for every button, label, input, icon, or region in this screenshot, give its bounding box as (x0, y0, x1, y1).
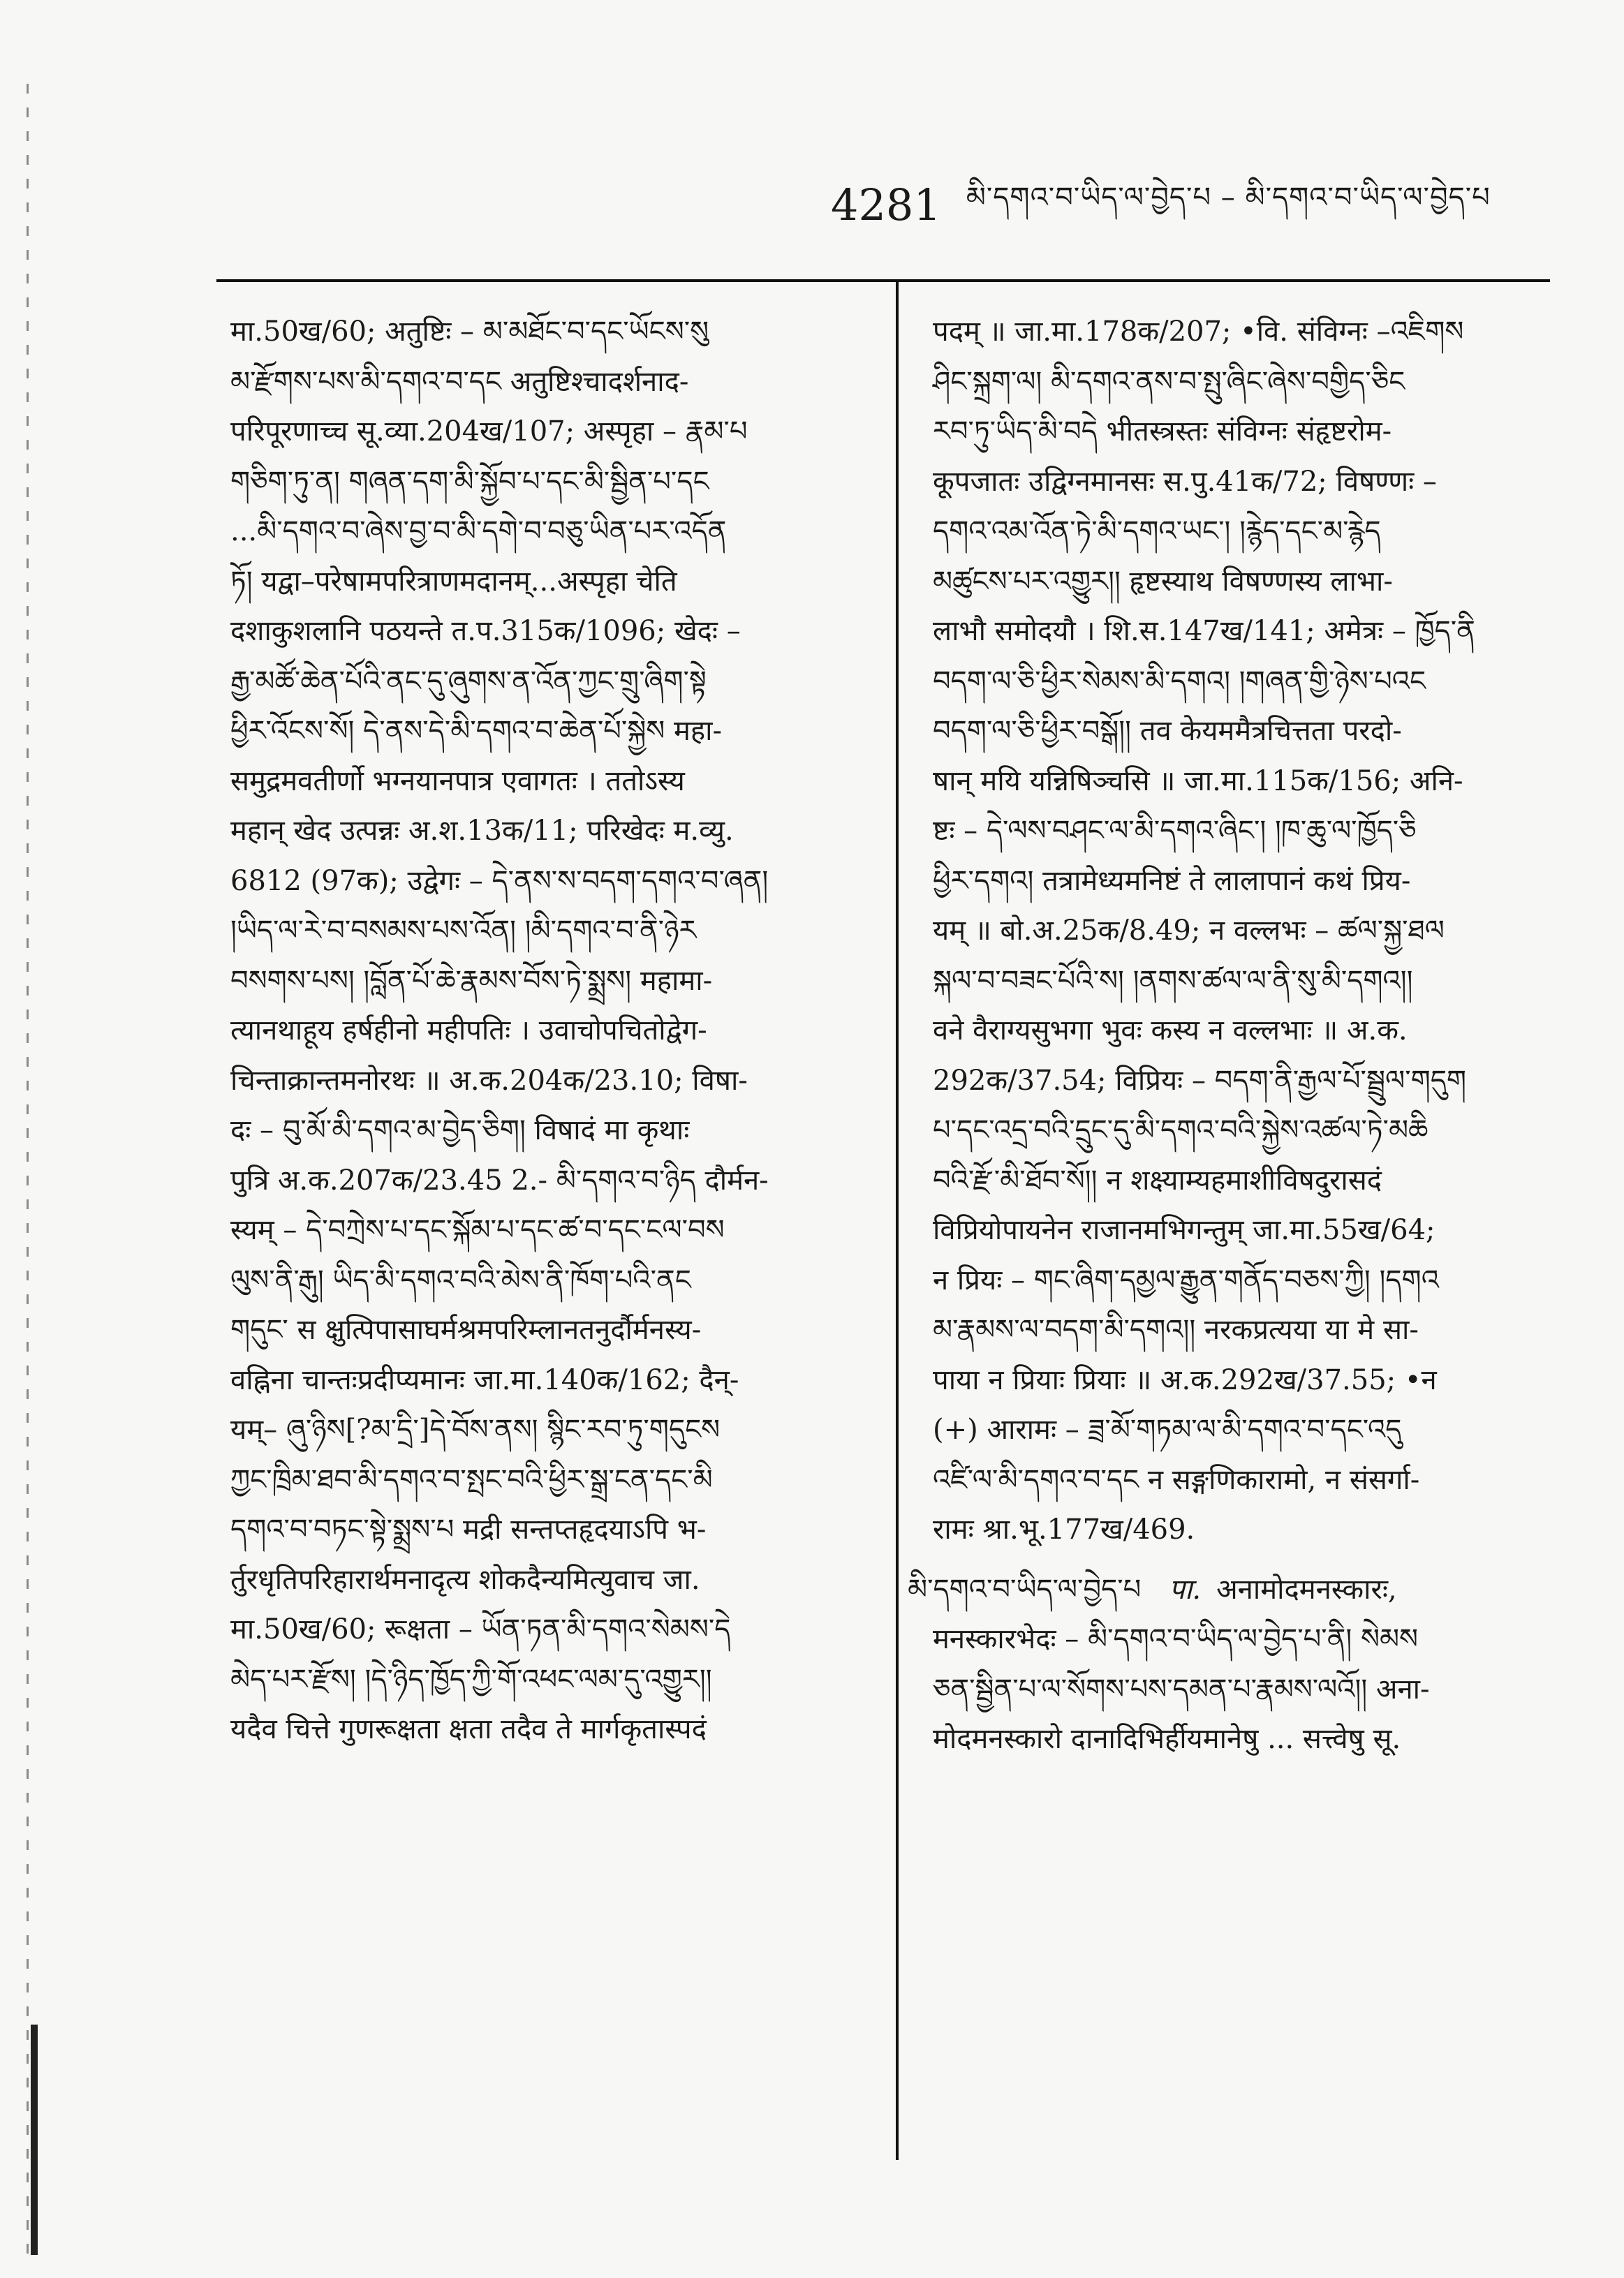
text-line: པ་དང་འདྲ་བའི་དྲུང་དུ་མི་དགའ་བའི་སྐྱེས་འཚལ་ཏེ་མཆི (933, 1114, 1429, 1146)
text-line: མཚུངས་པར་འགྱུར།། हृष्टस्याथ विषण्णस्य लाभा- (933, 565, 1393, 598)
text-line: पुत्रि अ.क.207क/23.45 2.- མི་དགའ་བ་ཉིད दौर्मन- (230, 1164, 769, 1197)
entry-headword-line (908, 1565, 1543, 1615)
text-line: यम्– ཞུ་ཉིས[?མ་དྲི་]དེ་བོས་ནས། སྙིང་རབ་ཏུ་གདུངས (230, 1414, 721, 1446)
text-line: རབ་ཏུ་ཡིད་མི་བདེ भीतस्त्रस्तः संविग्नः संहृष्टरोम- (933, 415, 1392, 448)
text-line: རྒྱ་མཚོ་ཆེན་པོའི་ནང་དུ་ཞུགས་ན་འོན་ཀྱང་གྲུ་ཞིག་སྟེ (230, 665, 707, 697)
text-line: ཤིང་སྐྲག་ལ། མི་དགའ་ནས་བ་སྤུ་ཞིང་ཞེས་བགྱིད་ཅིང (933, 365, 1405, 398)
column-divider (896, 282, 899, 2160)
text-line: विप्रियोपायनेन राजानमभिगन्तुम् जा.मा.55ख/64; (933, 1214, 1435, 1246)
text-line: བདག་ལ་ཅི་ཕྱིར་སེམས་མི་དགའ། །གཞན་གྱི་ཉེས་པའང (933, 665, 1426, 697)
text-line: དགའ་འམ་འོན་ཏེ་མི་དགའ་ཡང་། །རྙེད་དང་མ་རྙེད (933, 515, 1381, 547)
text-line: कूपजातः उद्विग्नमानसः स.पु.41क/72; विषण्णः – (933, 465, 1437, 498)
text-line: ལུས་ནི་རྒུ། ཡིད་མི་དགའ་བའི་མེས་ནི་ཁོག་པའི་ནང (230, 1264, 691, 1296)
text-line: न प्रियः – གང་ཞིག་དམྱལ་རྒྱུན་གནོད་བཅས་ཀྱི། །དགའ (933, 1264, 1439, 1296)
text-line: བསགས་པས། །བློན་པོ་ཆེ་རྣམས་བོས་ཏེ་སྨྲས། महामा- (230, 964, 713, 997)
text-line: दशाकुशलानि पठयन्ते त.प.315क/1096; खेदः – (230, 615, 741, 647)
text-line: वह्निना चान्तःप्रदीप्यमानः जा.मा.140क/162; दैन्- (230, 1363, 739, 1396)
text-line: །ཡིད་ལ་རེ་བ་བསམས་པས་འོན། །མི་དགའ་བ་ནི་ཉེར (230, 915, 697, 947)
text-line: मनस्कारभेदः – མི་དགའ་བ་ཡིད་ལ་བྱེད་པ་ནི། སེམས (933, 1623, 1419, 1655)
text-line: བའི་རྫོ་མི་ཐོབ་སོ།། न शक्ष्याम्यहमाशीविषदुरासदं (933, 1164, 1382, 1197)
text-line: मा.50ख/60; अतुष्टिः – མ་མཐོང་བ་དང་ཡོངས་སུ (230, 316, 709, 348)
text-line: ཀྱང་ཁྲིམ་ཐབ་མི་དགའ་བ་སྤང་བའི་ཕྱིར་སྒྲ་ངན་དང་མི (230, 1463, 713, 1496)
text-line: यदैव चित्ते गुणरूक्षता क्षता तदैव ते मार्गकृतास्पदं (230, 1713, 707, 1745)
text-line: 6812 (97क); उद्वेगः – དེ་ནས་ས་བདག་དགའ་བ་ཞན། (230, 864, 769, 897)
entry-headword: མི་དགའ་བ་ཡིད་ལ་བྱེད་པ (908, 1573, 1142, 1606)
running-head: མི་དགའ་བ་ཡིད་ལ་བྱེད་པ – མི་དགའ་བ་ཡིད་ལ་བྱེད་པ (966, 181, 1491, 214)
page-number: 4281 (831, 179, 941, 230)
text-line: चिन्ताक्रान्तमनोरथः ॥ अ.क.204क/23.10; विषा- (230, 1064, 748, 1097)
text-line: परिपूरणाच्च सू.व्या.204ख/107; अस्पृहा – རྣམ་པ (230, 415, 748, 448)
header-rule (216, 279, 1550, 282)
entry-gloss: अनामोदमनस्कारः, (1216, 1573, 1397, 1606)
text-line: (+) आरामः – ཟྲ་མོ་གཏམ་ལ་མི་དགའ་བ་དང་འདུ (933, 1414, 1402, 1446)
text-line: ष्टः – དེ་ལས་བཤང་ལ་མི་དགའ་ཞིང་། །ཁ་ཆུ་ལ་ཁྱོད་ཅི (933, 815, 1417, 847)
right-column (908, 307, 1543, 1765)
text-line: འཛི་ལ་མི་དགའ་བ་དང न सङ्गणिकारामो, न संसर्गा- (933, 1463, 1420, 1496)
text-line: ཏོ། यद्वा–परेषामपरित्राणमदानम्...अस्पृहा चेति (230, 565, 677, 598)
text-line: दः – བུ་མོ་མི་དགའ་མ་བྱེད་ཅིག། विषादं मा कृथाः (230, 1114, 690, 1146)
text-line: ཅན་སྦྱིན་པ་ལ་སོགས་པས་དམན་པ་རྣམས་ལའོ།། अना- (933, 1673, 1430, 1706)
text-line: लाभौ समोदयौ । शि.स.147ख/141; अमेत्रः – ཁྱོད་ནི (933, 615, 1475, 647)
text-line: महान् खेद उत्पन्नः अ.श.13क/11; परिखेदः म.व्यु. (230, 815, 734, 847)
text-line: ...མི་དགའ་བ་ཞེས་བྱ་བ་མི་དགེ་བ་བཅུ་ཡིན་པར་འདོན (230, 515, 727, 547)
text-line: མ་རྫོགས་པས་མི་དགའ་བ་དང अतुष्टिश्चादर्शनाद- (230, 365, 689, 398)
text-line: षान् मयि यन्निषिञ्चसि ॥ जा.मा.115क/156; अनि- (933, 764, 1463, 797)
text-line: त्यानथाहूय हर्षहीनो महीपतिः । उवाचोपचितोद्वेग- (230, 1014, 707, 1046)
text-line: མེད་པར་རྫོས། །དེ་ཉིད་ཁྱོད་ཀྱི་གོ་འཕང་ལམ་དུ་འགྱུར།། (230, 1663, 712, 1696)
text-line: मा.50ख/60; रूक्षता – ཡོན་ཏན་མི་དགའ་སེམས་དེ (230, 1613, 731, 1645)
text-line: མ་རྣམས་ལ་བདག་མི་དགའ།། नरकप्रत्यया या मे सा- (933, 1314, 1419, 1346)
text-line: 292क/37.54; विप्रियः – བདག་ནི་རྒྱལ་པོ་སྦྲུལ་གདུག (933, 1064, 1467, 1097)
margin-scan-line (27, 84, 29, 2262)
text-line: སྐལ་བ་བཟང་པོའི་ས། །ནགས་ཚལ་ལ་ནི་སུ་མི་དགའ།། (933, 964, 1413, 997)
text-line: वने वैराग्यसुभगा भुवः कस्य न वल्लभाः ॥ अ.क. (933, 1014, 1408, 1046)
text-line: रामः श्रा.भू.177ख/469. (933, 1514, 1195, 1546)
text-line: र्तुरधृतिपरिहारार्थमनादृत्य शोकदैन्यमित्युवाच जा. (230, 1563, 700, 1596)
text-line: पाया न प्रियाः प्रियाः ॥ अ.क.292ख/37.55; •न (933, 1363, 1437, 1396)
grammar-label: पा. (1169, 1573, 1202, 1606)
text-line: ཕྱིར་དགའ། तत्रामेध्यमनिष्टं ते लालापानं कथं प्रिय- (933, 864, 1411, 897)
text-line: ཕྱིར་འོངས་སོ། དེ་ནས་དེ་མི་དགའ་བ་ཆེན་པོ་སྐྱེས महा- (230, 715, 723, 747)
text-line: གཅིག་ཏུ་ན། གཞན་དག་མི་སྐྱོབ་པ་དང་མི་སྦྱིན་པ་དང (230, 465, 709, 498)
text-line: समुद्रमवतीर्णो भग्नयानपात्र एवागतः । ततोऽस्य (230, 764, 685, 797)
text-line: मोदमनस्कारो दानादिभिर्हीयमानेषु ... सत्त्वेषु सू. (933, 1723, 1401, 1755)
page-header (831, 173, 1543, 236)
text-line: དགའ་བ་བཏང་སྟེ་སྨྲས་པ मद्री सन्तप्तहृदयाऽपि भ- (230, 1514, 707, 1546)
text-line: यम् ॥ बो.अ.25क/8.49; न वल्लभः – ཚལ་སྐྱ་ཐལ (933, 915, 1445, 947)
text-line: स्यम् – དེ་བཀྲེས་པ་དང་སྐོམ་པ་དང་ཚ་བ་དང་ངལ་བས (230, 1214, 725, 1246)
text-line: གདུང་ स क्षुत्पिपासाघर्मश्रमपरिम्लानतनुर्दौर्मनस्य- (230, 1314, 702, 1346)
text-line: पदम् ॥ जा.मा.178क/207; •वि. संविग्नः –འཇིགས (933, 316, 1464, 348)
text-line: བདག་ལ་ཅི་ཕྱིར་བསྒོ།། तव केयममैत्रचित्तता परदो- (933, 715, 1402, 747)
margin-scan-mark (31, 2025, 38, 2255)
left-column (230, 307, 880, 1755)
